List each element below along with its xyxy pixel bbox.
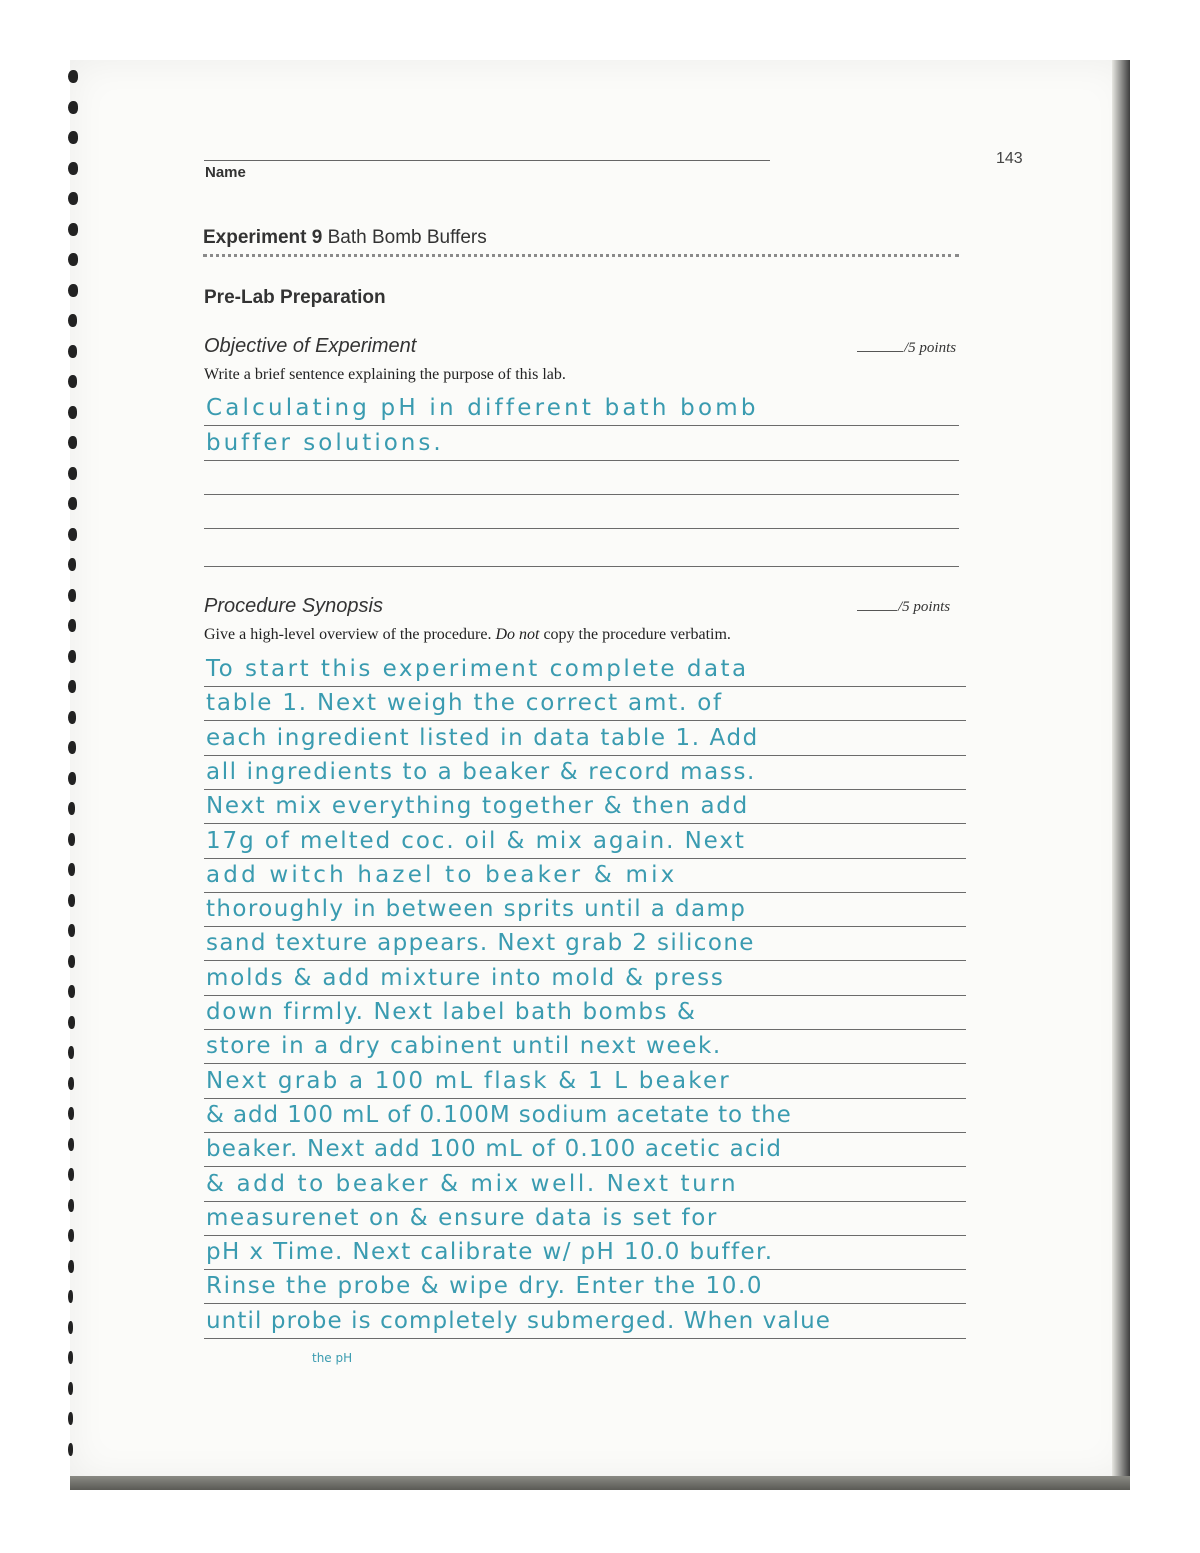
procedure-handwritten-line: Rinse the probe & wipe dry. Enter the 10.0	[206, 1273, 764, 1299]
spiral-ring	[68, 406, 77, 419]
procedure-handwritten-line: Next grab a 100 mL flask & 1 L beaker	[206, 1068, 731, 1094]
spiral-ring	[68, 833, 75, 846]
procedure-ruled-line	[204, 720, 966, 721]
spiral-ring	[68, 1321, 73, 1334]
spiral-ring	[68, 1229, 74, 1242]
spiral-ring	[68, 955, 75, 968]
procedure-handwritten-line: To start this experiment complete data	[206, 656, 749, 682]
handwritten-insert-note: the pH	[312, 1351, 353, 1365]
procedure-ruled-line	[204, 755, 966, 756]
procedure-handwritten-line: add witch hazel to beaker & mix	[206, 862, 678, 888]
spiral-ring	[68, 772, 76, 785]
spiral-ring	[68, 1107, 74, 1120]
spiral-ring	[68, 863, 75, 876]
procedure-ruled-line	[204, 892, 966, 893]
procedure-handwritten-line: beaker. Next add 100 mL of 0.100 acetic acid	[206, 1136, 783, 1162]
procedure-handwritten-line: down firmly. Next label bath bombs &	[206, 999, 697, 1025]
spiral-ring	[68, 1199, 74, 1212]
procedure-instruction	[204, 626, 731, 644]
procedure-ruled-line	[204, 1303, 966, 1304]
page-number: 143	[996, 150, 1023, 167]
spiral-ring	[68, 436, 77, 449]
procedure-points	[857, 599, 950, 616]
spiral-ring	[68, 253, 78, 266]
spiral-ring	[68, 467, 77, 480]
procedure-handwritten-line: molds & add mixture into mold & press	[206, 965, 725, 991]
procedure-ruled-line	[204, 960, 966, 961]
objective-ruled-line	[204, 566, 959, 567]
name-label: Name	[205, 164, 246, 181]
spiral-ring	[68, 741, 76, 754]
objective-points-label: /5 points	[904, 340, 957, 356]
procedure-handwritten-line: sand texture appears. Next grab 2 silicone	[206, 930, 755, 956]
page-bottom-edge	[70, 1476, 1130, 1490]
procedure-ruled-line	[204, 1132, 966, 1133]
objective-ruled-line	[204, 425, 959, 426]
procedure-handwritten-line: store in a dry cabinent until next week.	[206, 1033, 722, 1059]
spiral-ring	[68, 894, 75, 907]
objective-handwritten-line: buffer solutions.	[206, 430, 444, 456]
objective-ruled-line	[204, 494, 959, 495]
spiral-ring	[68, 1168, 74, 1181]
procedure-ruled-line	[204, 858, 966, 859]
objective-points	[857, 340, 956, 357]
procedure-ruled-line	[204, 1338, 966, 1339]
spiral-ring	[68, 131, 78, 144]
spiral-ring	[68, 345, 77, 358]
procedure-handwritten-line: each ingredient listed in data table 1. Add	[206, 725, 759, 751]
spiral-ring	[68, 1077, 74, 1090]
procedure-ruled-line	[204, 1235, 966, 1236]
procedure-handwritten-line: pH x Time. Next calibrate w/ pH 10.0 buffer.	[206, 1239, 774, 1265]
spiral-ring	[68, 589, 76, 602]
experiment-name: Bath Bomb Buffers	[327, 227, 487, 248]
procedure-ruled-line	[204, 1201, 966, 1202]
procedure-handwritten-line: & add 100 mL of 0.100M sodium acetate to the	[206, 1102, 792, 1128]
procedure-handwritten-line: & add to beaker & mix well. Next turn	[206, 1171, 739, 1197]
procedure-instruction-emphasis: Do not	[495, 626, 540, 643]
spiral-ring	[68, 1382, 73, 1395]
procedure-ruled-line	[204, 823, 966, 824]
procedure-score-blank[interactable]	[857, 610, 897, 611]
spiral-ring	[68, 528, 77, 541]
procedure-instruction-text: Give a high-level overview of the procedure.	[204, 626, 496, 643]
procedure-ruled-line	[204, 926, 966, 927]
dotted-divider	[203, 254, 959, 257]
procedure-handwritten-line: table 1. Next weigh the correct amt. of	[206, 690, 723, 716]
spiral-ring	[68, 1290, 73, 1303]
spiral-ring	[68, 680, 76, 693]
spiral-ring	[68, 1138, 74, 1151]
procedure-points-label: /5 points	[898, 599, 951, 615]
objective-instruction: Write a brief sentence explaining the purpose of this lab.	[204, 366, 566, 383]
procedure-ruled-line	[204, 686, 966, 687]
procedure-ruled-line	[204, 1269, 966, 1270]
procedure-ruled-line	[204, 1029, 966, 1030]
spiral-ring	[68, 1260, 74, 1273]
spiral-ring	[68, 1412, 73, 1425]
spiral-ring	[68, 497, 77, 510]
experiment-number: Experiment 9	[203, 227, 323, 248]
procedure-ruled-line	[204, 995, 966, 996]
spiral-ring	[68, 558, 76, 571]
objective-title: Objective of Experiment	[204, 335, 417, 357]
spiral-ring	[68, 802, 75, 815]
spiral-ring	[68, 375, 77, 388]
spiral-ring	[68, 70, 78, 83]
objective-ruled-line	[204, 460, 959, 461]
procedure-handwritten-line: until probe is completely submerged. When value	[206, 1308, 831, 1334]
objective-score-blank[interactable]	[857, 351, 903, 352]
name-field-line[interactable]	[204, 160, 770, 161]
procedure-ruled-line	[204, 1166, 966, 1167]
procedure-handwritten-line: thoroughly in between sprits until a damp	[206, 896, 747, 922]
procedure-handwritten-line: measurenet on & ensure data is set for	[206, 1205, 718, 1231]
spiral-ring	[68, 314, 77, 327]
spiral-ring	[68, 192, 78, 205]
spiral-ring	[68, 711, 76, 724]
procedure-ruled-line	[204, 1098, 966, 1099]
spiral-ring	[68, 101, 78, 114]
spiral-ring	[68, 924, 75, 937]
procedure-instruction-end: copy the procedure verbatim.	[539, 626, 731, 643]
spiral-ring	[68, 1016, 75, 1029]
procedure-ruled-line	[204, 789, 966, 790]
spiral-binding	[68, 62, 80, 1462]
objective-handwritten-line: Calculating pH in different bath bomb	[206, 395, 759, 421]
procedure-ruled-line	[204, 1063, 966, 1064]
page-edge	[1112, 60, 1130, 1480]
spiral-ring	[68, 162, 78, 175]
spiral-ring	[68, 1443, 73, 1456]
objective-ruled-line	[204, 528, 959, 529]
experiment-title	[203, 227, 487, 249]
spiral-ring	[68, 1046, 74, 1059]
spiral-ring	[68, 223, 78, 236]
spiral-ring	[68, 650, 76, 663]
spiral-ring	[68, 284, 78, 297]
procedure-handwritten-line: Next mix everything together & then add	[206, 793, 749, 819]
procedure-handwritten-line: all ingredients to a beaker & record mass.	[206, 759, 756, 785]
spiral-ring	[68, 619, 76, 632]
spiral-ring	[68, 1351, 73, 1364]
procedure-title: Procedure Synopsis	[204, 595, 383, 617]
procedure-handwritten-line: 17g of melted coc. oil & mix again. Next	[206, 828, 746, 854]
spiral-ring	[68, 985, 75, 998]
prelab-heading: Pre-Lab Preparation	[204, 287, 386, 308]
